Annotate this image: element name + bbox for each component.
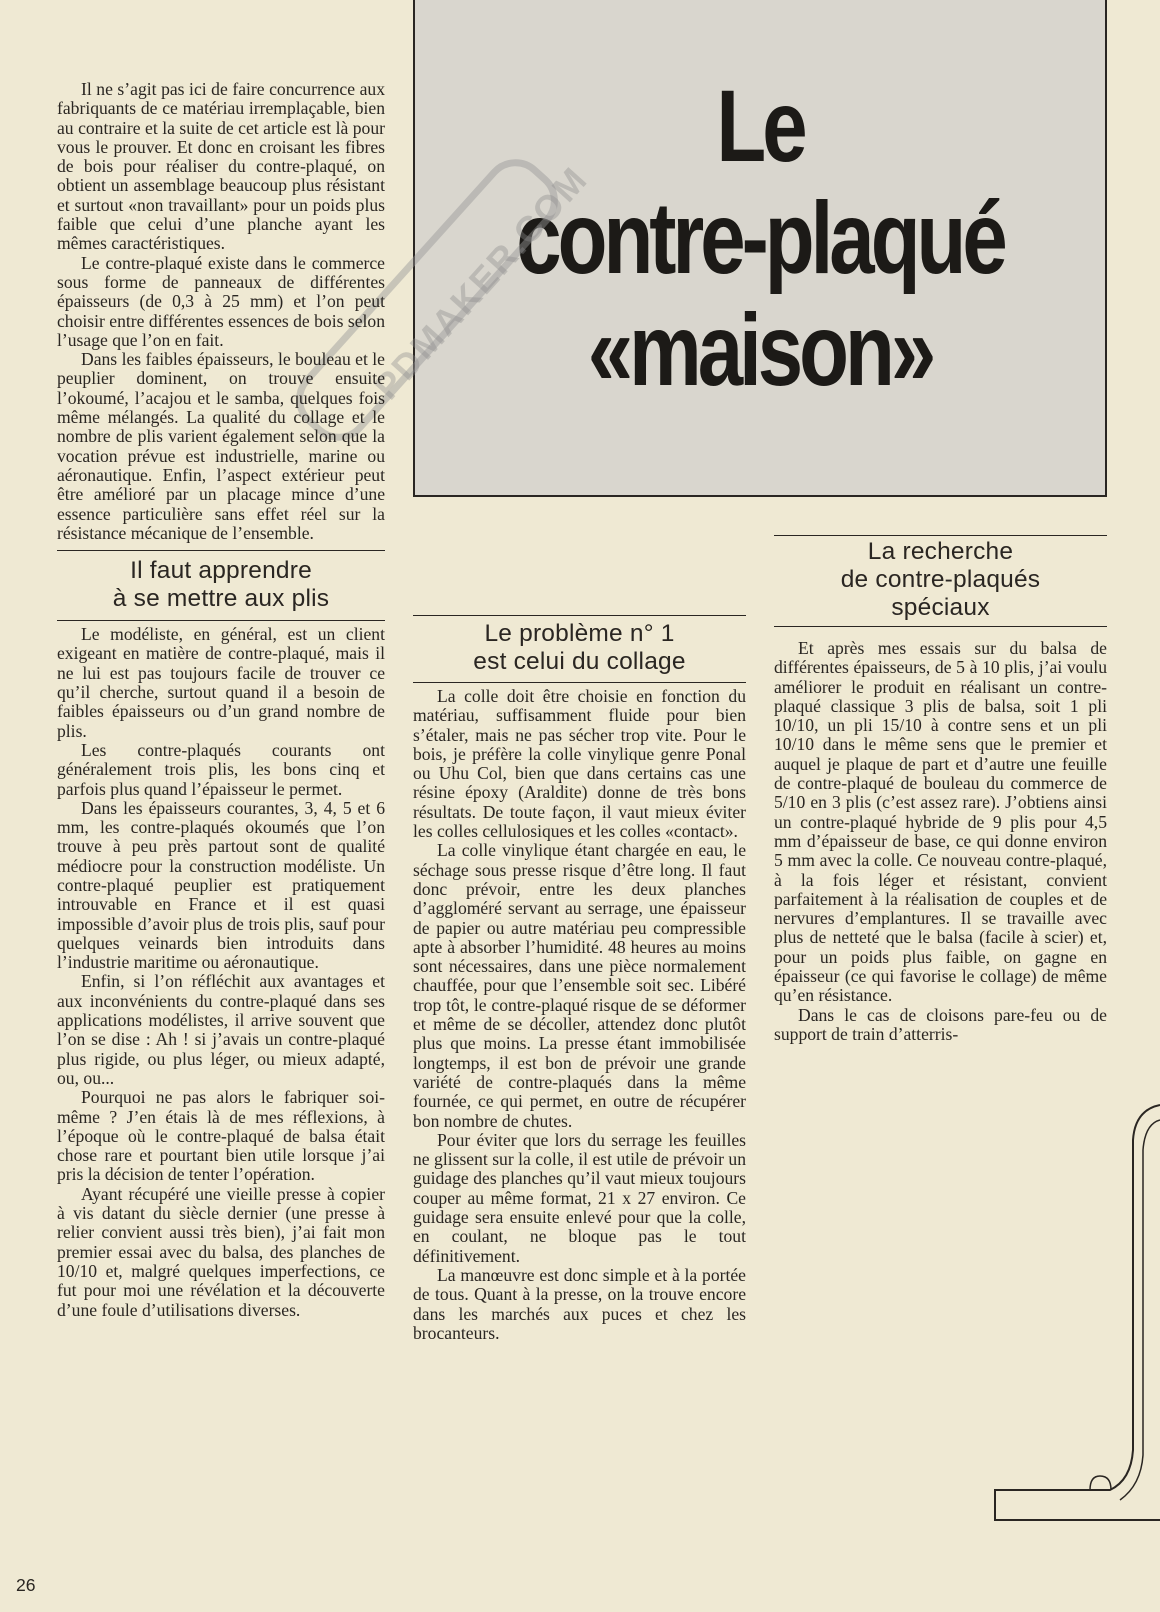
section-rule (774, 535, 1107, 536)
paragraph: Dans le cas de cloisons pare-feu ou de support de train d’atterris- (774, 1004, 1107, 1044)
heading-line: de contre-plaqués (840, 566, 1041, 593)
heading-line: Il faut apprendre (130, 557, 312, 585)
paragraph: Le modéliste, en général, est un client exigeant en matière de contre-plaqué, mais il ne lui est pas toujours facile de trouver ce qu’il cherche, surtout quand il a besoin de faibles épaisseurs ou d’un grand nombre de plis. (57, 624, 385, 741)
heading-line: est celui du collage (473, 648, 686, 675)
section-rule (57, 550, 385, 551)
paragraph: Pour éviter que lors du serrage les feuilles ne glissent sur la colle, il est utile de prévoir un guidage des planches qu’il vaut mieux toujours couper au même format, 21 x 27 environ. Ce guidage sera ensuite enlevé pour que la colle, en coulant, ne bloque pas le tout définitivement. (413, 1129, 746, 1266)
section-rule (413, 682, 746, 683)
paragraph: La colle doit être choisie en fonction du matériau, suffisamment fluide pour bien s’étaler, mais ne pas sécher trop vite. Pour le bois, je préfère la colle vinylique genre Ponal ou Uhu Col, bien que dans certains cas une résine époxy (Araldite) donne de très bons résultats. De toute façon, il vaut mieux éviter les colles cellulosiques et les colles «contact». (413, 686, 746, 842)
column-1 (57, 80, 385, 1320)
column-3 (774, 535, 1107, 1044)
heading-line: La recherche (867, 538, 1014, 565)
section-heading-speciaux (774, 538, 1107, 622)
watermark-text: PDMAKER.COM (365, 158, 596, 408)
title-line-3: «maison» (587, 293, 933, 407)
heading-line: à se mettre aux plis (112, 585, 330, 613)
paragraph: Pourquoi ne pas alors le fabriquer soi-même ? J’en étais là de mes réflexions, à l’époque où le contre-plaqué de balsa était chose rare et pourtant bien utile lorsque j’ai pris la décision de tenter l’opération. (57, 1087, 385, 1185)
section-rule (774, 626, 1107, 627)
section-heading-plis (57, 557, 385, 613)
title-line-2: contre-plaqué (516, 181, 1004, 295)
press-drawing (985, 1010, 1160, 1530)
paragraph: Dans les épaisseurs courantes, 3, 4, 5 et 6 mm, les contre-plaqués okoumés que l’on trouve à peu près partout sont de qualité médiocre pour la construction modéliste. Un contre-plaqué peuplier est pratiquement introuvable en France et il est quasi impossible d’avoir plus de trois plis, sauf pour quelques veinards bien introduits dans l’industrie maritime ou aéronautique. (57, 797, 385, 973)
paragraph: Ayant récupéré une vieille presse à copier à vis datant du siècle dernier (une presse à relier convient aussi très bien), j’ai fait mon premier essai avec du balsa, des planches de 10/10 et, malgré quelques imperfections, ce fut pour moi une révélation et la découverte d’une foule d’utilisations diverses. (57, 1183, 385, 1320)
article-title (484, 70, 1036, 406)
page-number: 26 (16, 1575, 36, 1595)
paragraph: Il ne s’agit pas ici de faire concurrence aux fabriquants de ce matériau irremplaçable, bien au contraire et la suite de cet article est là pour vous le prouver. Et donc en croisant les fibres de bois pour réaliser du contre-plaqué, on obtient un assemblage beaucoup plus résistant et surtout «non travaillant» pour un poids plus faible que celui d’une planche ayant les mêmes caractéristiques. (57, 79, 385, 254)
heading-line: spéciaux (891, 594, 990, 621)
section-rule (413, 615, 746, 616)
paragraph: Les contre-plaqués courants ont généralement trois plis, les bons cinq et parfois plus quand l’épaisseur le permet. (57, 739, 385, 799)
paragraph: La manœuvre est donc simple et à la portée de tous. Quant à la presse, on la trouve encore dans les marchés aux puces et chez les brocanteurs. (413, 1264, 746, 1343)
paragraph: Le contre-plaqué existe dans le commerce sous forme de panneaux de différentes épaisseurs (de 0,3 à 25 mm) et l’on peut choisir entre différentes essences de bois selon l’usage que l’on en fait. (57, 252, 385, 350)
paragraph: Et après mes essais sur du balsa de différentes épaisseurs, de 5 à 10 plis, j’ai voulu améliorer le produit en réalisant un contre-plaqué classique 3 plis de balsa, soit 1 pli 10/10, un pli 15/10 à contre sens et un pli 10/10 dans le même sens que le premier et auquel je plaque de part et d’autre une feuille de contre-plaqué de bouleau du commerce de 5/10 en 3 plis (c’est assez rare). J’obtiens ainsi un contre-plaqué hybride de 9 plis pour 4,5 mm d’épaisseur de base, ce qui donne environ 5 mm avec la colle. Ce nouveau contre-plaqué, à la fois léger et résistant, convient parfaitement à la réalisation de couples et de nervures d’emplantures. Il se travaille avec plus de netteté que le balsa (facile à scier) et, pour un poids plus faible, on gagne en épaisseur (ce qui favorise le collage) de même qu’en résistance. (774, 638, 1107, 1006)
section-heading-collage (413, 620, 746, 676)
column-2 (413, 535, 746, 1343)
heading-line: Le problème n° 1 (484, 620, 675, 647)
paragraph: Dans les faibles épaisseurs, le bouleau et le peuplier dominent, on trouve ensuite l’okoumé, l’acajou et le samba, quelques fois même mélangés. La qualité du collage et le nombre de plis varient également selon que la vocation prévue est industrielle, marine ou aéronautique. Enfin, l’aspect extérieur peut être amélioré par un placage mince d’une essence particulière sans effet réel sur la résistance mécanique de l’ensemble. (57, 349, 385, 543)
paragraph: La colle vinylique étant chargée en eau, le séchage sous presse risque d’être long. Il faut donc prévoir, entre les deux planches d’aggloméré servant au serrage, une épaisseur de papier ou autre matériau peu compressible apte à absorber l’humidité. 48 heures au moins sont nécessaires, dans une pièce normalement chauffée, pour que l’ensemble soit sec. Libéré trop tôt, le contre-plaqué risque de se déformer et même de se décoller, attendez donc plutôt plus que moins. La presse étant immobilisée longtemps, il est bon de prévoir une grande variété de contre-plaqués dans la même fournée, ce qui permet, en outre de récupérer bon nombre de chutes. (413, 840, 746, 1131)
paragraph: Enfin, si l’on réfléchit aux avantages et aux inconvénients du contre-plaqué dans ses applications modélistes, il arrive souvent que l’on se dise : Ah ! si j’avais un contre-plaqué plus rigide, ou plus léger, ou mieux adapté, ou, ou... (57, 971, 385, 1088)
section-rule (57, 620, 385, 621)
title-line-1: Le (716, 69, 804, 183)
